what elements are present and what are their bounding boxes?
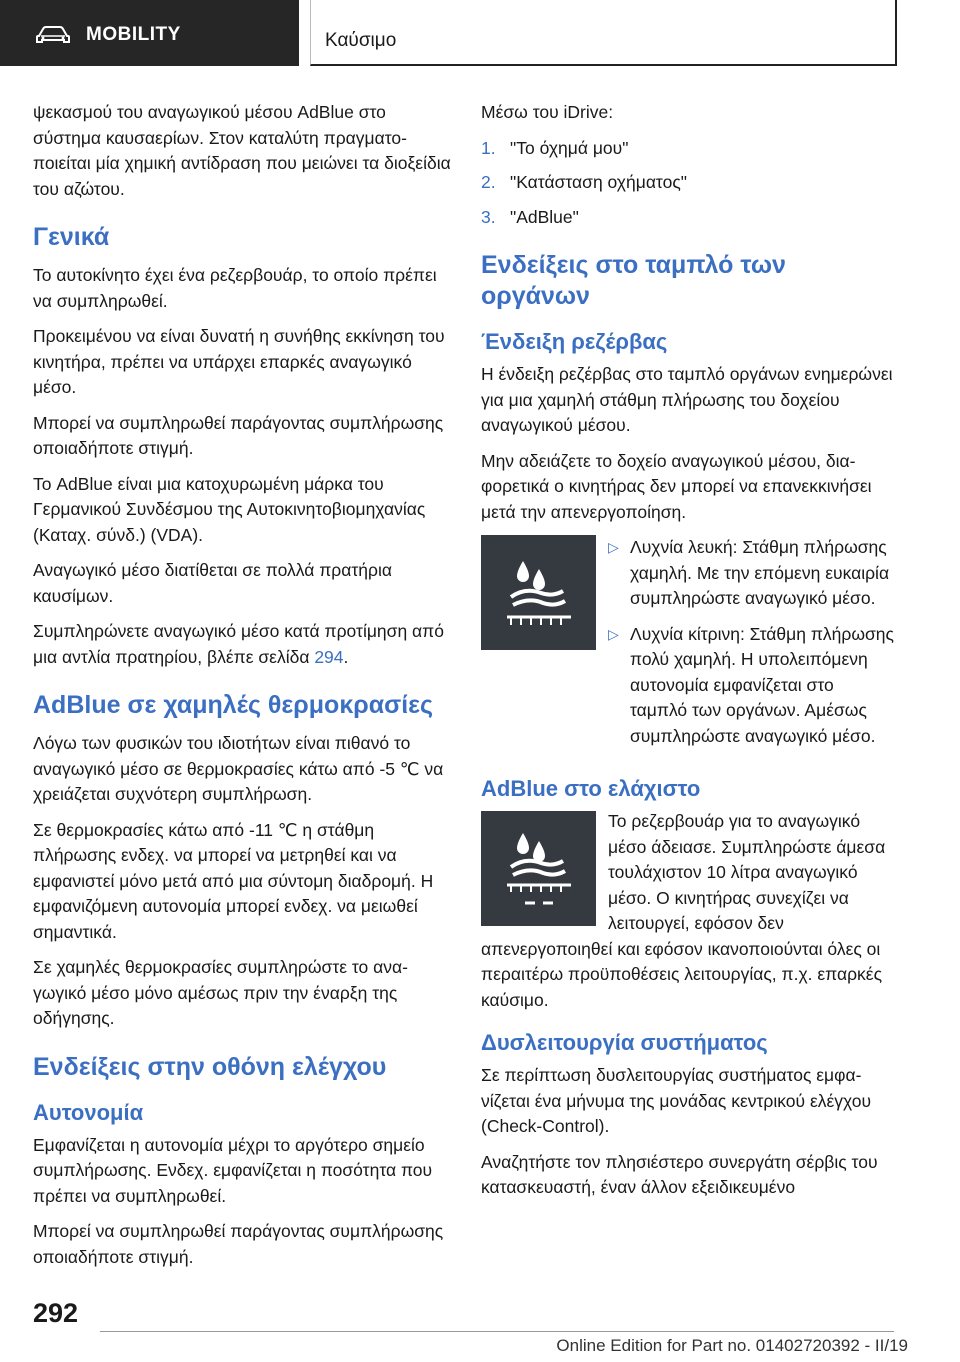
paragraph: Προκειμένου να είναι δυνατή η συνήθης εκκίνηση του κινητήρα, πρέπει να υπάρχει επαρκές αναγωγικό μέσο. xyxy=(33,326,445,397)
heading-general: Γενικά xyxy=(33,223,110,251)
list-item xyxy=(608,535,895,612)
paragraph: Το αυτοκίνητο έχει ένα ρεζερβουάρ, το οποίο πρέπει να συμπληρωθεί. xyxy=(33,265,437,311)
chapter-title: Καύσιμο xyxy=(325,30,397,51)
paragraph-text: Συμπληρώνετε αναγωγικό μέσο κατά προτίμηση από μια αντλία πρατηρίου, βλέπε σελίδα xyxy=(33,621,444,667)
page-number: 292 xyxy=(33,1298,79,1328)
paragraph-end: . xyxy=(343,646,349,667)
right-column xyxy=(481,100,895,1211)
section-tab xyxy=(0,0,299,66)
heading-instrument-cluster: Ενδείξεις στο ταμπλό των οργάνων xyxy=(481,251,786,310)
bullet-text: Λυχνία λευκή: Στάθμη πλήρωσης χαμηλή. Με την επόμενη ευκαιρία συμπληρώστε αναγωγικό μέσο. xyxy=(630,537,890,608)
idrive-intro: Μέσω του iDrive: xyxy=(481,102,614,122)
step-text: "AdBlue" xyxy=(510,206,579,227)
list-item xyxy=(481,205,895,231)
list-item xyxy=(608,622,895,750)
step-text: "Κατάσταση οχήματος" xyxy=(510,172,687,192)
minimum-block xyxy=(481,809,895,1013)
paragraph: Λόγω των φυσικών του ιδιοτήτων είναι πιθανό το αναγωγικό μέσο σε θερμοκρασίες κάτω από ‑5 ℃ να χρειάζεται συχνότερη συμπλήρωση. xyxy=(33,733,444,804)
paragraph: Σε θερμοκρασίες κάτω από ‑11 ℃ η στάθμη πλήρωσης ενδεχ. να μπορεί να μετρηθεί και να εμφανιστεί μόνο μετά από μια σύντομη διαδρομή. Η εμφανιζόμενη αυτονομία μπορεί ενδεχ. να μειωθεί σημαντικά. xyxy=(33,819,434,942)
heading-low-temperatures: AdBlue σε χαμηλές θερμοκρασίες xyxy=(33,691,434,719)
heading-display-indications: Ενδείξεις στην οθόνη ελέγχου xyxy=(33,1052,387,1081)
paragraph: Η ένδειξη ρεζέρβας στο ταμπλό οργάνων ενημερώνει για μια χαμηλή στάθμη πλήρωσης του δοχείου αναγωγικού μέσου. xyxy=(481,364,893,435)
triangle-bullet-icon: ▷ xyxy=(608,625,619,642)
left-column xyxy=(33,100,453,1280)
chapter-box xyxy=(310,0,897,66)
page-header xyxy=(0,0,960,66)
paragraph: Αναγωγικό μέσο διατίθεται σε πολλά πρατήρια καυσίμων. xyxy=(33,560,392,606)
idrive-steps xyxy=(481,136,895,231)
step-text: "Το όχημά μου" xyxy=(510,137,629,158)
section-label: MOBILITY xyxy=(86,24,181,45)
paragraph: Σε χαμηλές θερμοκρασίες συμπληρώστε το αναγωγικό μέσο μόνο αμέσως πριν την έναρξη της οδήγησης. xyxy=(33,957,408,1028)
adblue-warning-icon xyxy=(481,535,596,650)
step-number: 1. xyxy=(481,137,496,158)
heading-adblue-minimum: AdBlue στο ελάχιστο xyxy=(481,776,701,801)
adblue-minimum-icon xyxy=(481,811,596,926)
paragraph: Το ρεζερβουάρ για το αναγωγικό μέσο άδειασε. Συμπληρώστε άμεσα τουλάχιστον 10 λίτρα αναγωγικό μέσο. Ο κινητήρας συνεχίζει να λειτουργεί, εφόσον δεν απενεργοποιηθεί και εφόσον ικανοποιούνται όλες οι περαιτέρω προϋποθέσεις λειτουργίας, π.χ. επαρκές καύσιμο. xyxy=(481,811,886,1010)
paragraph: Αναζητήστε τον πλησιέστερο συνεργάτη σέρβις του κατασκευαστή, έναν άλλον εξειδικευμένο xyxy=(481,1151,878,1197)
step-number: 2. xyxy=(481,172,496,192)
reserve-bullets xyxy=(608,535,895,759)
page-link-294[interactable]: 294 xyxy=(314,646,344,667)
list-item xyxy=(481,170,895,196)
bullet-text: Λυχνία κίτρινη: Στάθμη πλήρωσης πολύ χαμηλή. Η υπολειπόμενη αυτονομία εμφανίζεται στο ταμπλό των οργάνων. Αμέσως συμπληρώστε αναγωγικό μέσο. xyxy=(630,623,894,746)
footer-divider xyxy=(100,1331,894,1332)
paragraph-with-link xyxy=(33,619,453,670)
step-number: 3. xyxy=(481,206,496,227)
heading-range: Αυτονομία xyxy=(33,1099,144,1125)
intro-paragraph: ψεκασμού του αναγωγικού μέσου AdBlue στο σύστημα καυσαερίων. Στον καταλύτη πραγματοποιείται μία χημική αντίδραση που μειώνει τα διοξείδια του αζώτου. xyxy=(33,102,451,199)
edition-note: Online Edition for Part no. 01402720392 - II/19 xyxy=(556,1336,908,1355)
paragraph: Εμφανίζεται η αυτονομία μέχρι το αργότερο σημείο συμπλήρωσης. Ενδεχ. εμφανίζεται η ποσότητα που πρέπει να συμπληρωθεί. xyxy=(33,1134,433,1206)
list-item xyxy=(481,136,895,162)
reserve-indicator-block xyxy=(481,535,895,759)
heading-reserve-indicator: Ένδειξη ρεζέρβας xyxy=(481,329,668,354)
paragraph: Μπορεί να συμπληρωθεί παράγοντας συμπλήρωσης οποιαδήποτε στιγμή. xyxy=(33,412,444,458)
triangle-bullet-icon: ▷ xyxy=(608,539,619,555)
heading-system-malfunction: Δυσλειτουργία συστήματος xyxy=(481,1030,768,1055)
paragraph: Το AdBlue είναι μια κατοχυρωμένη μάρκα του Γερμανικού Συνδέσμου της Αυτοκινητοβιομηχανίας (Καταχ. σύνδ.) (VDA). xyxy=(33,473,426,545)
paragraph: Μην αδειάζετε το δοχείο αναγωγικού μέσου, διαφορετικά ο κινητήρας δεν μπορεί να επανεκκινήσει μετά την απενεργοποίηση. xyxy=(481,450,872,522)
car-icon xyxy=(36,26,70,44)
paragraph: Σε περίπτωση δυσλειτουργίας συστήματος εμφανίζεται ένα μήνυμα της μονάδας κεντρικού ελέγχου (Check-Control). xyxy=(481,1065,872,1136)
paragraph: Μπορεί να συμπληρωθεί παράγοντας συμπλήρωσης οποιαδήποτε στιγμή. xyxy=(33,1221,444,1267)
